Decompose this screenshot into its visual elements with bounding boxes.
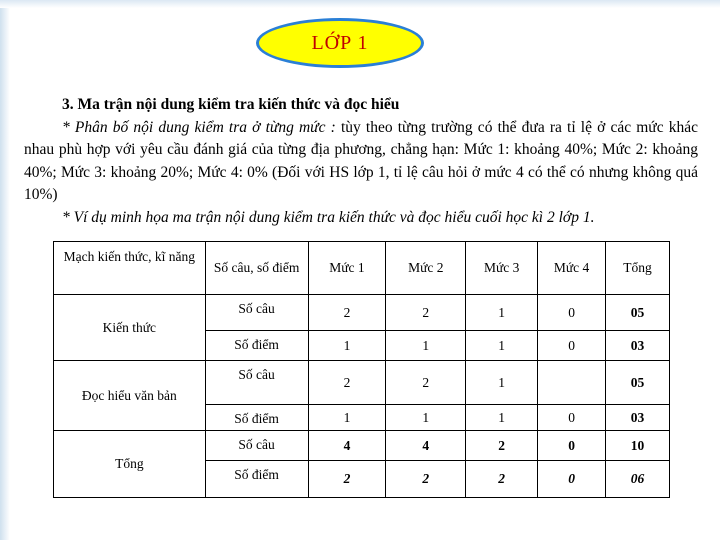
value-cell: 1: [466, 361, 538, 405]
value-cell: 2: [308, 361, 386, 405]
header-cell: Số câu, số điểm: [205, 242, 308, 295]
total-cell: 03: [606, 331, 670, 361]
slide-side-bar: [0, 0, 10, 540]
grade-badge: [256, 18, 424, 68]
value-cell: 1: [308, 331, 386, 361]
grade-badge-label: LỚP 1: [311, 31, 369, 54]
table-row: [54, 295, 670, 331]
value-cell: 0: [538, 405, 606, 431]
value-cell: 0: [538, 431, 606, 461]
value-cell: 2: [466, 461, 538, 498]
header-cell: Mức 2: [386, 242, 466, 295]
total-cell: 03: [606, 405, 670, 431]
metric-cell: Số câu: [205, 431, 308, 461]
value-cell: 1: [386, 405, 466, 431]
value-cell: 0: [538, 331, 606, 361]
value-cell: 2: [308, 295, 386, 331]
group-label-cell: Kiến thức: [54, 295, 206, 361]
value-cell: 1: [466, 331, 538, 361]
value-cell: 0: [538, 461, 606, 498]
total-cell: 05: [606, 295, 670, 331]
distribution-note-label: * Phân bố nội dung kiểm tra ở từng mức :: [62, 118, 336, 136]
header-cell: Mạch kiến thức, kĩ năng: [54, 242, 206, 295]
value-cell: 2: [466, 431, 538, 461]
total-cell: 06: [606, 461, 670, 498]
total-cell: 10: [606, 431, 670, 461]
example-note: * Ví dụ minh họa ma trận nội dung kiểm tra kiến thức và đọc hiểu cuối học kì 2 lớp 1.: [62, 208, 595, 226]
distribution-note: [24, 117, 698, 207]
value-cell: 1: [466, 405, 538, 431]
value-cell: 2: [386, 295, 466, 331]
section-heading: 3. Ma trận nội dung kiểm tra kiến thức và đọc hiểu: [62, 96, 400, 113]
metric-cell: Số câu: [205, 295, 308, 331]
metric-cell: Số điểm: [205, 331, 308, 361]
header-cell: Mức 4: [538, 242, 606, 295]
value-cell: 4: [386, 431, 466, 461]
value-cell: [538, 361, 606, 405]
content-matrix-table: [53, 241, 670, 498]
distribution-note-text: tùy theo từng trường có thể đưa ra tỉ lệ ở các mức khác nhau phù hợp với yêu cầu đánh giá của từng địa phương, chẳng hạn: Mức 1: khoảng 40%; Mức 2: khoảng 40%; Mức 3: khoảng 20%; Mức 4: 0% (Đối với HS lớp 1, tỉ lệ câu hỏi ở mức 4 có thể có nhưng không quá 10%): [24, 118, 698, 203]
value-cell: 2: [386, 461, 466, 498]
value-cell: 1: [386, 331, 466, 361]
value-cell: 1: [308, 405, 386, 431]
intro-text: [24, 94, 698, 229]
group-label-cell: Tổng: [54, 431, 206, 498]
header-cell: Mức 1: [308, 242, 386, 295]
value-cell: 4: [308, 431, 386, 461]
slide-top-bar: [0, 0, 720, 8]
value-cell: 0: [538, 295, 606, 331]
table-row: [54, 361, 670, 405]
total-cell: 05: [606, 361, 670, 405]
value-cell: 1: [466, 295, 538, 331]
table-row: [54, 431, 670, 461]
group-label-cell: Đọc hiểu văn bản: [54, 361, 206, 431]
value-cell: 2: [308, 461, 386, 498]
value-cell: 2: [386, 361, 466, 405]
metric-cell: Số điểm: [205, 461, 308, 498]
header-cell: Mức 3: [466, 242, 538, 295]
header-cell: Tổng: [606, 242, 670, 295]
metric-cell: Số câu: [205, 361, 308, 405]
metric-cell: Số điểm: [205, 405, 308, 431]
table-header-row: [54, 242, 670, 295]
